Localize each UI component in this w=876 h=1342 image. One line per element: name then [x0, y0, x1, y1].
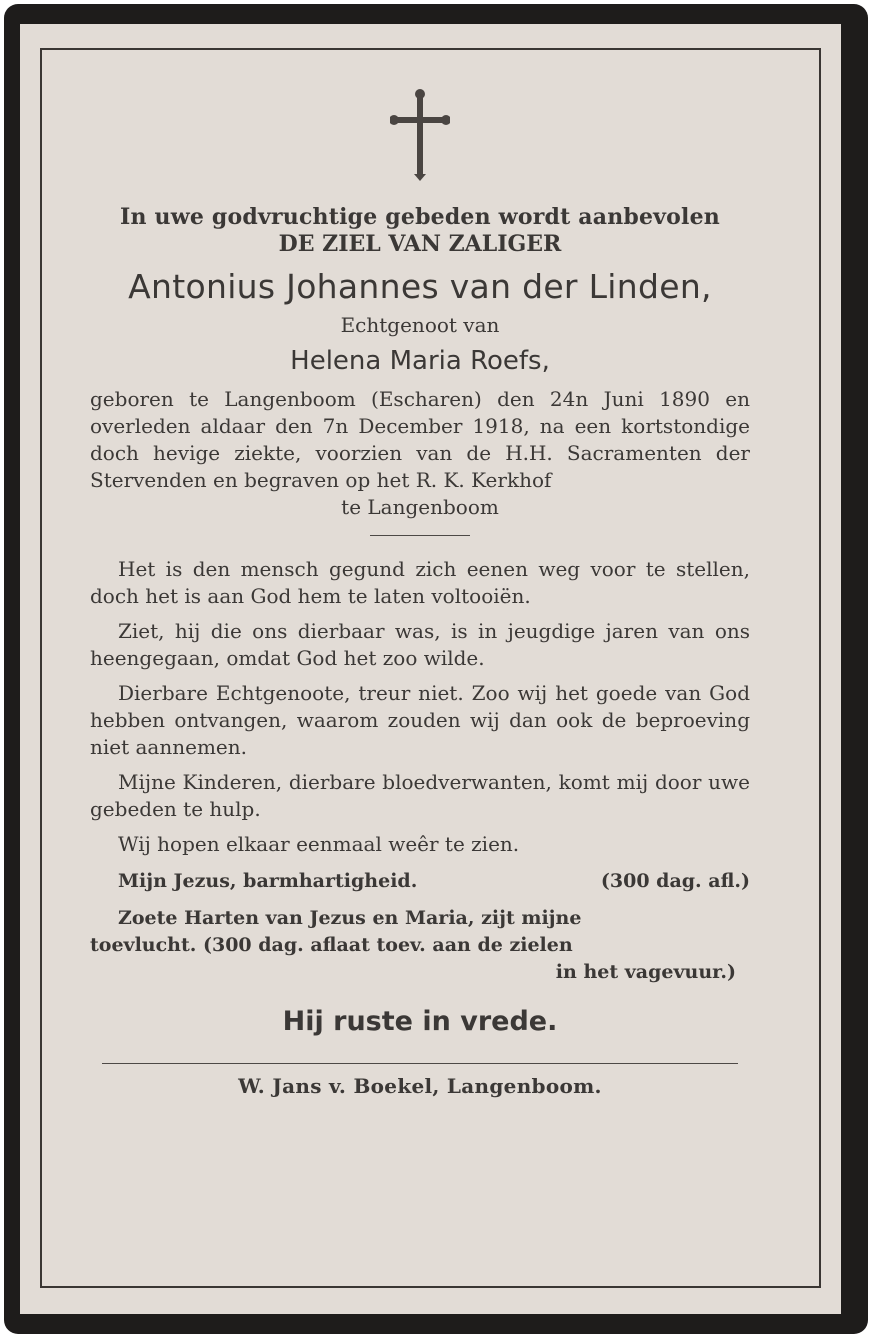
ejaculation-2-line-2: toevlucht. (300 dag. aflaat toev. aan de zielen	[90, 934, 573, 956]
footer-divider	[102, 1063, 738, 1064]
card-content	[90, 74, 750, 1098]
deceased-name: Antonius Johannes van der Linden,	[128, 267, 712, 306]
verse-3: Dierbare Echtgenoote, treur niet. Zoo wij het goede van God hebben ontvangen, waarom zouden wij dan ook de beproeving niet aannemen.	[90, 681, 750, 759]
prayer-ejaculation-2	[90, 905, 750, 986]
ejaculation-2-line-3: in het vagevuur.)	[555, 961, 736, 983]
verse-1: Het is den mensch gegund zich eenen weg voor te stellen, doch het is aan God hem te laten voltooiën.	[90, 557, 750, 608]
biography-last-line: te Langenboom	[341, 495, 499, 519]
biography-text: geboren te Langenboom (Escharen) den 24n Juni 1890 en overleden aldaar den 7n December 1918, na een kortstondige doch hevige ziekte, voorzien van de H.H. Sacramenten der Stervenden en begraven op het R. K. Kerkhof	[90, 387, 750, 492]
soul-heading: DE ZIEL VAN ZALIGER	[278, 231, 562, 257]
printer-credit: W. Jans v. Boekel, Langenboom.	[238, 1074, 602, 1098]
verse-4: Mijne Kinderen, dierbare bloedverwanten, komt mij door uwe gebeden te hulp.	[90, 770, 750, 821]
verse-2: Ziet, hij die ons dierbaar was, is in jeugdige jaren van ons heengegaan, omdat God het zoo wilde.	[90, 619, 750, 670]
verse-5: Wij hopen elkaar eenmaal weêr te zien.	[118, 832, 520, 856]
memorial-card	[4, 4, 868, 1334]
spouse-label: Echtgenoot van	[340, 313, 500, 337]
intro-line: In uwe godvruchtige gebeden wordt aanbevolen	[120, 204, 720, 230]
spouse-name: Helena Maria Roefs,	[290, 346, 550, 376]
prayer-ejaculation-1	[90, 868, 750, 895]
ejaculation-2-line-1: Zoete Harten van Jezus en Maria, zijt mijne	[118, 907, 582, 929]
indulgence-note-1: (300 dag. afl.)	[600, 870, 750, 892]
latin-cross-icon	[390, 88, 450, 182]
ejaculation-1-text: Mijn Jezus, barmhartigheid.	[118, 870, 418, 892]
rest-in-peace: Hij ruste in vrede.	[282, 1006, 558, 1037]
section-divider	[370, 535, 470, 536]
